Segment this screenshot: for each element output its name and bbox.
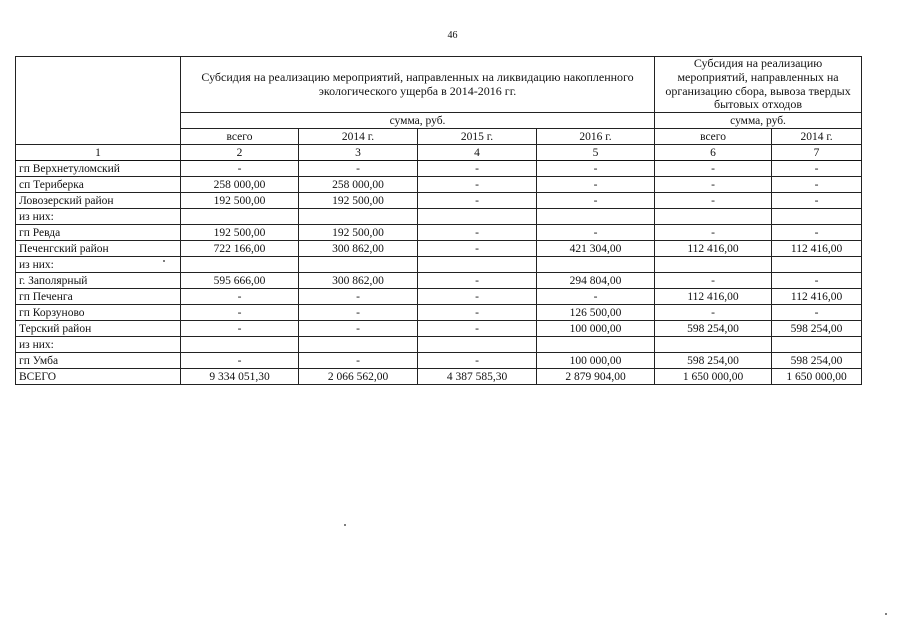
value-cell	[772, 257, 862, 273]
header-row-groups	[16, 57, 862, 113]
table-row	[16, 305, 862, 321]
value-cell: 9 334 051,30	[181, 369, 299, 385]
table-row	[16, 225, 862, 241]
row-name: гп Корзуново	[16, 305, 181, 321]
table-row	[16, 321, 862, 337]
value-cell	[181, 257, 299, 273]
sum-label-2: сумма, руб.	[655, 113, 862, 129]
value-cell: -	[537, 161, 655, 177]
value-cell	[537, 209, 655, 225]
value-cell: -	[299, 289, 418, 305]
row-name: гп Ревда	[16, 225, 181, 241]
row-name: г. Заполярный	[16, 273, 181, 289]
row-name: ВСЕГО	[16, 369, 181, 385]
value-cell: -	[772, 177, 862, 193]
value-cell	[537, 337, 655, 353]
value-cell: 192 500,00	[181, 225, 299, 241]
value-cell: 258 000,00	[299, 177, 418, 193]
value-cell: 722 166,00	[181, 241, 299, 257]
row-name: гп Верхнетуломский	[16, 161, 181, 177]
value-cell: 1 650 000,00	[772, 369, 862, 385]
scan-speck	[885, 613, 887, 615]
value-cell: 294 804,00	[537, 273, 655, 289]
value-cell: -	[537, 289, 655, 305]
value-cell: 112 416,00	[772, 289, 862, 305]
value-cell	[537, 257, 655, 273]
value-cell	[299, 209, 418, 225]
value-cell: -	[299, 353, 418, 369]
value-cell: -	[655, 225, 772, 241]
value-cell: -	[299, 305, 418, 321]
value-cell	[655, 257, 772, 273]
value-cell: -	[299, 161, 418, 177]
value-cell	[181, 209, 299, 225]
table-row	[16, 241, 862, 257]
row-name: Ловозерский район	[16, 193, 181, 209]
value-cell: -	[181, 353, 299, 369]
value-cell	[655, 337, 772, 353]
table-row	[16, 369, 862, 385]
value-cell: -	[655, 193, 772, 209]
value-cell: -	[181, 321, 299, 337]
value-cell: 598 254,00	[655, 353, 772, 369]
col-number: 1	[16, 145, 181, 161]
value-cell: 100 000,00	[537, 353, 655, 369]
value-cell: 421 304,00	[537, 241, 655, 257]
value-cell: -	[418, 353, 537, 369]
value-cell: -	[418, 305, 537, 321]
value-cell: 112 416,00	[655, 241, 772, 257]
value-cell: 126 500,00	[537, 305, 655, 321]
col-number: 6	[655, 145, 772, 161]
value-cell: 100 000,00	[537, 321, 655, 337]
table-row	[16, 209, 862, 225]
row-name: из них:	[16, 209, 181, 225]
value-cell: -	[655, 273, 772, 289]
value-cell: 192 500,00	[299, 193, 418, 209]
group2-title: Субсидия на реализацию мероприятий, направленных на организацию сбора, вывоза твердых бытовых отходов	[655, 57, 862, 113]
row-name: сп Териберка	[16, 177, 181, 193]
table-row	[16, 337, 862, 353]
value-cell	[418, 257, 537, 273]
value-cell: -	[418, 177, 537, 193]
value-cell: -	[655, 305, 772, 321]
value-cell: 4 387 585,30	[418, 369, 537, 385]
value-cell: -	[418, 273, 537, 289]
table-row	[16, 193, 862, 209]
col-number: 2	[181, 145, 299, 161]
col-number: 7	[772, 145, 862, 161]
value-cell: -	[655, 161, 772, 177]
value-cell: 595 666,00	[181, 273, 299, 289]
col-header: 2014 г.	[299, 129, 418, 145]
value-cell: -	[772, 225, 862, 241]
value-cell: -	[655, 177, 772, 193]
value-cell: -	[181, 289, 299, 305]
value-cell: 112 416,00	[772, 241, 862, 257]
column-number-row	[16, 145, 862, 161]
row-name: Терский район	[16, 321, 181, 337]
table-row	[16, 177, 862, 193]
scan-speck	[344, 524, 346, 526]
value-cell: -	[537, 193, 655, 209]
value-cell	[772, 209, 862, 225]
value-cell: -	[418, 225, 537, 241]
value-cell	[655, 209, 772, 225]
value-cell: 598 254,00	[772, 353, 862, 369]
value-cell: -	[418, 241, 537, 257]
value-cell: 1 650 000,00	[655, 369, 772, 385]
scan-speck	[163, 260, 165, 262]
table-row	[16, 353, 862, 369]
value-cell: -	[537, 177, 655, 193]
value-cell	[299, 337, 418, 353]
table-row	[16, 289, 862, 305]
col-header: 2016 г.	[537, 129, 655, 145]
row-name: из них:	[16, 337, 181, 353]
value-cell	[418, 337, 537, 353]
table-row	[16, 273, 862, 289]
value-cell: -	[772, 273, 862, 289]
group1-title: Субсидия на реализацию мероприятий, направленных на ликвидацию накопленного экологического ущерба в 2014-2016 гг.	[181, 57, 655, 113]
table-row	[16, 257, 862, 273]
value-cell: -	[418, 321, 537, 337]
value-cell: -	[418, 161, 537, 177]
value-cell: 192 500,00	[299, 225, 418, 241]
col-header: 2015 г.	[418, 129, 537, 145]
value-cell: 2 066 562,00	[299, 369, 418, 385]
value-cell: 300 862,00	[299, 273, 418, 289]
value-cell	[772, 337, 862, 353]
value-cell	[181, 337, 299, 353]
value-cell: 258 000,00	[181, 177, 299, 193]
page-number: 46	[447, 30, 458, 41]
value-cell: -	[772, 193, 862, 209]
subsidy-table	[15, 56, 862, 385]
value-cell: -	[772, 161, 862, 177]
value-cell: 598 254,00	[772, 321, 862, 337]
value-cell: -	[418, 289, 537, 305]
value-cell: 192 500,00	[181, 193, 299, 209]
col-number: 3	[299, 145, 418, 161]
value-cell: 300 862,00	[299, 241, 418, 257]
value-cell: -	[418, 193, 537, 209]
value-cell: 598 254,00	[655, 321, 772, 337]
table-row	[16, 161, 862, 177]
value-cell: -	[772, 305, 862, 321]
value-cell	[418, 209, 537, 225]
row-name: Печенгский район	[16, 241, 181, 257]
col-header: 2014 г.	[772, 129, 862, 145]
value-cell	[299, 257, 418, 273]
value-cell: -	[181, 161, 299, 177]
col-header: всего	[181, 129, 299, 145]
value-cell: 112 416,00	[655, 289, 772, 305]
header-empty-cell	[16, 57, 181, 145]
row-name: из них:	[16, 257, 181, 273]
value-cell: 2 879 904,00	[537, 369, 655, 385]
row-name: гп Умба	[16, 353, 181, 369]
col-header: всего	[655, 129, 772, 145]
col-number: 5	[537, 145, 655, 161]
row-name: гп Печенга	[16, 289, 181, 305]
value-cell: -	[299, 321, 418, 337]
sum-label-1: сумма, руб.	[181, 113, 655, 129]
value-cell: -	[537, 225, 655, 241]
value-cell: -	[181, 305, 299, 321]
col-number: 4	[418, 145, 537, 161]
